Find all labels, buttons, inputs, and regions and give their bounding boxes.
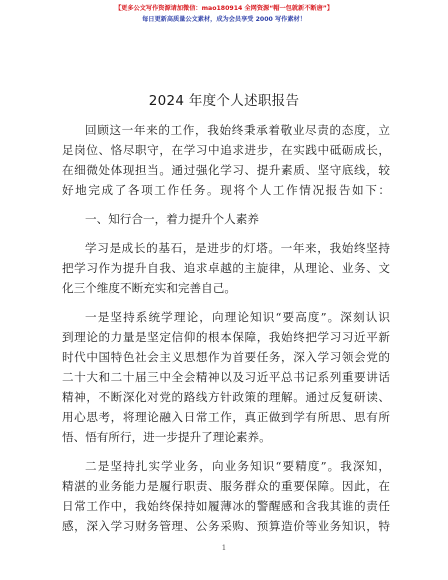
text-line: 日常工作中，我始终保持如履薄冰的警醒感和含我其谁的责任 — [62, 499, 390, 513]
text-line: 二十大和二十届三中全会精神以及习近平总书记系列重要讲话 — [62, 370, 390, 384]
text-line: 感，深入学习财务管理、公务采购、预算造价等业务知识，特 — [62, 519, 390, 533]
promo-banner-line-1: 【更多公文写作资源请加微信：mao180914 全网资源“帽一包就新不断唐”】 — [114, 5, 334, 12]
text-line: 悟、悟有所行，进一步提升了理论素养。 — [62, 430, 271, 444]
text-line: 化三个维度不断充实和完善自己。 — [62, 281, 236, 295]
text-line: 精神，不断深化对党的路线方针政策的理解。通过反复研读、 — [62, 390, 390, 404]
text-line: 二是坚持扎实学业务，向业务知识“要精度”。我深知， — [85, 459, 390, 473]
text-line: 用心思考，将理论融入日常工作，真正做到学有所思、思有所 — [62, 410, 390, 424]
promo-banner-line-2: 每日更新高质量公文素材，成为会员享受 2000 写作素材！ — [142, 16, 306, 23]
document-body — [62, 120, 390, 536]
text-line: 在细微处体现担当。通过强化学习、提升素质、坚守底线，较 — [62, 163, 390, 177]
text-line: 一是坚持系统学理论，向理论知识“要高度”。深刻认识 — [85, 310, 390, 324]
text-line: 到理论的力量是坚定信仰的根本保障，我始终把学习习近平新 — [62, 330, 390, 344]
text-line: 把学习作为提升自我、追求卓越的主旋律，从理论、业务、文 — [62, 261, 390, 275]
text-line: 回顾这一年来的工作，我始终秉承着敬业尽责的态度，立 — [85, 123, 390, 137]
section-heading: 一、知行合一，着力提升个人素养 — [85, 212, 259, 226]
text-line: 学习是成长的基石，是进步的灯塔。一年来，我始终坚持 — [85, 241, 390, 255]
text-line: 精湛的业务能力是履行职责、服务群众的重要保障。因此，在 — [62, 479, 390, 493]
text-line: 时代中国特色社会主义思想作为首要任务，深入学习领会党的 — [62, 350, 390, 364]
page-number: 1 — [221, 544, 227, 552]
text-line: 好地完成了各项工作任务。现将个人工作情况报告如下： — [62, 183, 390, 197]
document-title: 2024 年度个人述职报告 — [148, 93, 300, 109]
text-line: 足岗位、恪尽职守，在学习中追求进步，在实践中砥砺成长， — [62, 143, 390, 157]
